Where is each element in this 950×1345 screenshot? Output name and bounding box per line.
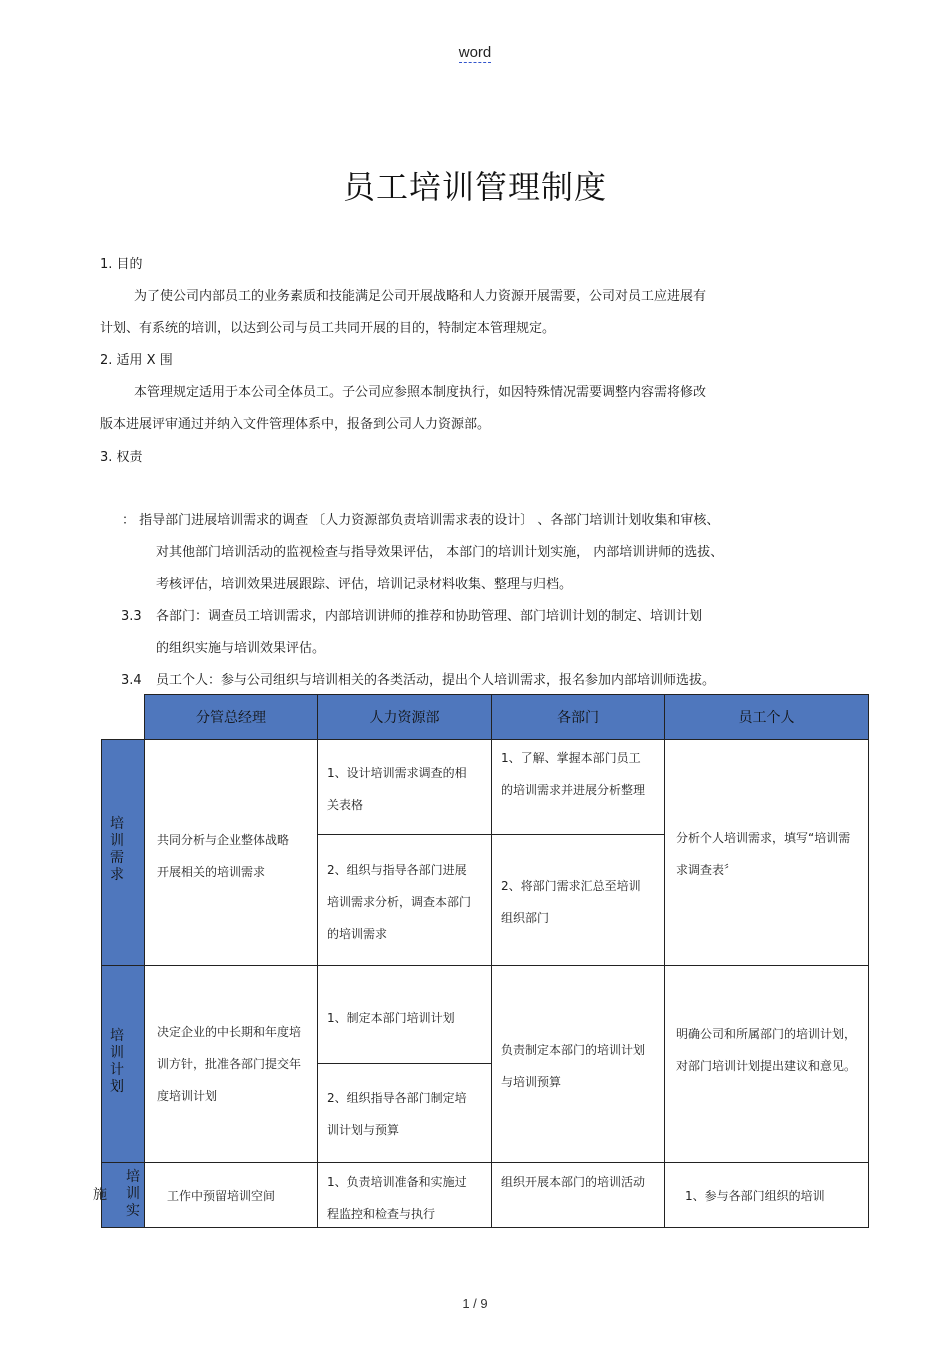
section-2-para-line-1: 本管理规定适用于本公司全体员工。子公司应参照本制度执行，如因特殊情况需要调整内容需将修改 [134,385,707,400]
cell-impl-dept-text: 组织开展本部门的培训活动 [501,1175,646,1189]
section-3-4-number: 3.4 [121,673,142,688]
section-3-1-line-2: 对其他部门培训活动的监视检查与指导效果评估， 本部门的培训计划实施， 内部培训讲师的选拔、 [156,545,724,560]
section-1-heading: 1. 目的 [100,257,143,272]
section-2-para-line-2: 版本进展评审通过并纳入文件管理体系中，报备到公司人力资源部。 [100,417,491,432]
cell-impl-hr [317,1162,492,1228]
cell-needs-dept-1 [491,739,665,835]
cell-needs-hr-1 [317,739,492,835]
row-label-training-implementation: 培训实 [126,1169,140,1219]
cell-needs-gm-text: 共同分析与企业整体战略开展相关的培训需求 [157,833,290,879]
cell-plan-hr-2-text: 2、组织指导各部门制定培训计划与预算 [327,1091,467,1137]
cell-plan-dept-text: 负责制定本部门的培训计划与培训预算 [501,1043,646,1089]
row-label-overflow-char: 施 [93,1187,107,1203]
cell-needs-employee-text: 分析个人培训需求，填写“培训需求调查表〞 [676,831,851,877]
cell-plan-hr-1-text: 1、制定本部门培训计划 [327,1011,455,1025]
section-1-para-line-2: 计划、有系统的培训，以达到公司与员工共同开展的目的，特制定本管理规定。 [100,321,556,336]
cell-plan-hr-1 [317,965,492,1064]
section-1-para-line-1: 为了使公司内部员工的业务素质和技能满足公司开展战略和人力资源开展需要，公司对员工应进展有 [134,289,707,304]
row-header-training-implementation [101,1162,145,1228]
header-word: word [458,44,492,61]
section-3-3-number: 3.3 [121,609,142,624]
responsibility-table [101,694,869,1228]
cell-needs-employee [664,739,869,966]
cell-plan-employee [664,965,869,1163]
cell-plan-employee-text: 明确公司和所属部门的培训计划，对部门培训计划提出建议和意见。 [676,1027,857,1073]
section-3-3-line-2: 的组织实施与培训效果评估。 [156,641,326,656]
section-2-heading: 2. 适用 X 围 [100,353,173,368]
cell-impl-hr-text: 1、负责培训准备和实施过程监控和检查与执行 [327,1175,467,1221]
cell-plan-gm [144,965,318,1163]
page-number: 1 / 9 [462,1296,488,1311]
row-label-training-plan: 培训计划 [110,1028,124,1095]
section-3-heading: 3. 权责 [100,450,143,465]
col-header-employee: 员工个人 [664,694,869,740]
cell-impl-employee [664,1162,869,1228]
cell-needs-dept-2 [491,834,665,966]
cell-needs-hr-2 [317,834,492,966]
section-3-1-line-1: ： 指导部门进展培训需求的调查 〔人力资源部负责培训需求表的设计〕 、各部门培训计划收集和审核、 [122,513,720,528]
cell-needs-dept-2-text: 2、将部门需求汇总至培训组织部门 [501,879,641,925]
cell-plan-dept [491,965,665,1163]
cell-needs-dept-1-text: 1、了解、掌握本部门员工的培训需求并进展分析整理 [501,751,646,797]
cell-impl-gm-text: 工作中预留培训空间 [167,1189,276,1203]
col-header-gm: 分管总经理 [144,694,318,740]
row-label-training-needs: 培训需求 [110,816,124,883]
cell-needs-hr-2-text: 2、组织与指导各部门进展培训需求分析，调查本部门的培训需求 [327,863,472,941]
section-3-4-line-1: 员工个人：参与公司组织与培训相关的各类活动，提出个人培训需求，报名参加内部培训师选拔。 [156,673,716,688]
col-header-dept: 各部门 [491,694,665,740]
document-title: 员工培训管理制度 [342,168,607,206]
cell-plan-gm-text: 决定企业的中长期和年度培训方针，批准各部门提交年度培训计划 [157,1025,302,1103]
row-header-training-plan [101,965,145,1163]
section-3-1-line-3: 考核评估，培训效果进展跟踪、评估，培训记录材料收集、整理与归档。 [156,577,573,592]
col-header-hr: 人力资源部 [317,694,492,740]
page-header [0,44,950,61]
section-3-3-line-1: 各部门：调查员工培训需求，内部培训讲师的推荐和协助管理、部门培训计划的制定、培训计划 [156,609,703,624]
cell-impl-dept [491,1162,665,1228]
cell-needs-hr-1-text: 1、设计培训需求调查的相关表格 [327,766,467,812]
cell-plan-hr-2 [317,1063,492,1163]
cell-needs-gm [144,739,318,966]
row-header-training-needs [101,739,145,966]
cell-impl-gm [144,1162,318,1228]
cell-impl-employee-text: 1、参与各部门组织的培训 [685,1189,825,1203]
